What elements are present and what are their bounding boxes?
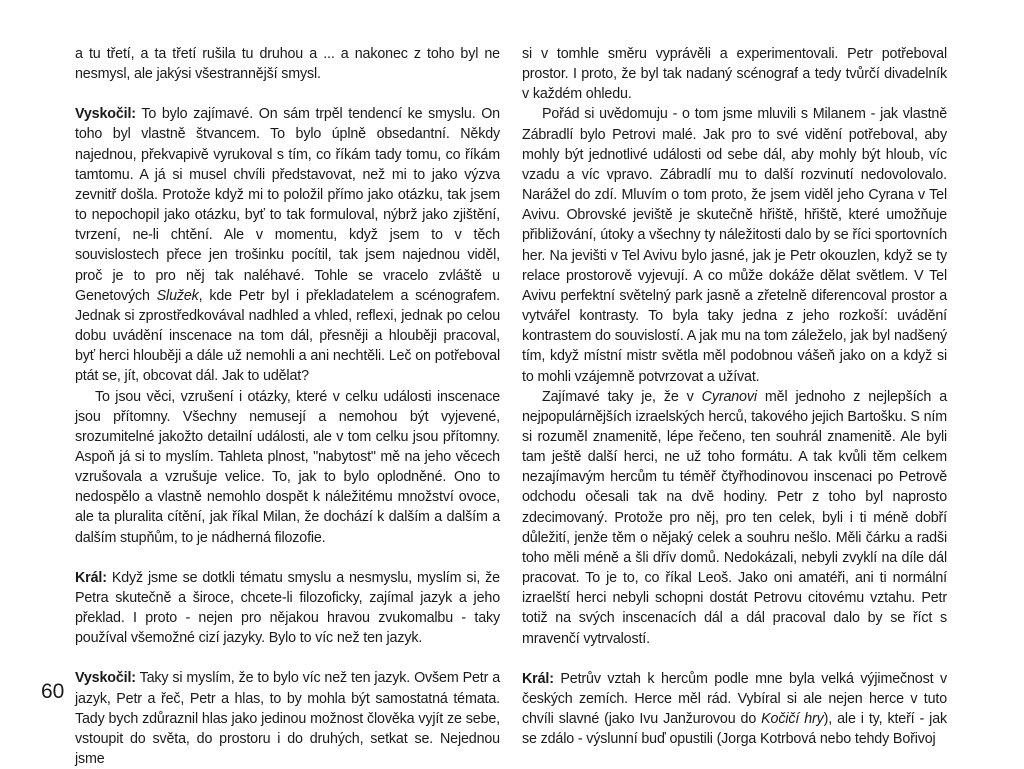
paragraph-text: Zajímavé taky je, že v xyxy=(542,388,702,405)
speaker-name: Král: xyxy=(522,670,554,687)
paragraph-text: Pořád si uvědomuju - o tom jsme mluvili s Milanem - jak vlastně Zábradlí bylo Petrovi malé. Jak pro to své vidění potřeboval, aby mohly být jednotlivé události od sebe dál, aby mohly být hloub, víc vzadu a víc vpravo. Zábradlí mu to další rozvinutí nedovolovalo. Narážel do zdí. Mluvím o tom proto, že jsem viděl jeho Cyrana v Tel Avivu. Obrovské jeviště je skutečně hřiště, hřiště, které umožňuje přibližování, útoky a všechny ty náležitosti dalo by se říci sportovních her. Na jevišti v Tel Avivu bylo jasné, jak je Petr okouzlen, když se ty relace prostorově vyjevují. A co může dokáže dělat světlem. V Tel Avivu perfektní světelný park jasně a zřetelně diferencoval prostor a vytvářel kontrasty. To byla taky jedna z jeho rozkoší: uvádění kontrastem do souvislostí. A jak mu na tom záleželo, jak byl nadšený tím, když místní mistr světla měl podobnou vášeň jako on a když si to mohli vzájemně potvrzovat a užívat. xyxy=(522,106,947,385)
paragraph xyxy=(522,669,947,750)
paragraph-text: měl jednoho z nejlepších a nejpopulárnějších izraelských herců, takového jejich Bartošku. S ním si rozuměl znamenitě, lépe řečeno, ten souhrál znamenitě. Ale byli tam ještě další herci, ne už toho formátu. A tak kvůli těm celkem nezajímavým hercům tu téměř čtyřhodinovou inscenaci po Petrově odchodu očesali tak na dvě hodiny. Petr z toho byl naprosto zdecimovaný. Protože pro něj, pro ten celek, byli i ti méně dobří důležití, jenže těm o nějaký celek a souhru nešlo. Měli čárku a radši toho měli méně a šli dřív domů. Nedokázali, nebyli zvyklí na díle dál pracovat. To je to, co říkal Leoš. Jako oni amatéři, ani ti normální izraelští herci nebyli schopni dostát Petrovu citovému vztahu. Petr totiž na svých inscenacích dál a dál pracoval dalo by se říct s mravenčí vytrvalostí. xyxy=(522,388,947,647)
paragraph xyxy=(75,387,500,548)
left-column xyxy=(75,44,500,769)
italic-title: Cyranovi xyxy=(701,388,757,405)
page-number: 60 xyxy=(41,680,65,703)
right-column xyxy=(522,44,947,749)
paragraph-text: ), ale i ty, kteří - jak se zdálo - výslunní buď opustili (Jorga Kotrbová nebo tehdy Bořivoj xyxy=(522,711,947,748)
paragraph-text: , kde Petr byl i překladatelem a scénografem. Jednak si zprostředkovával nadhled a vhled, reflexi, jednak po celou dobu uvádění inscenace na tom dál, přesněji a hlouběji pracoval, byť herci hlouběji a dále už nemohli a ani nechtěli. Leč on potřeboval ptát se, jít, obcovat dál. Jak to udělat? xyxy=(75,287,501,385)
paragraph-text: Když jsme se dotkli tématu smyslu a nesmyslu, myslím si, že Petra skutečně a široce, chcete-li filozoficky, zajímal jazyk a jeho překlad. I proto - nejen pro nějakou hravou zvukomalbu - taky používal všemožné cizí jazyky. Bylo to víc než ten jazyk. xyxy=(75,569,500,647)
paragraph xyxy=(75,104,500,386)
paragraph xyxy=(522,104,947,386)
paragraph-text: Petrův vztah k hercům podle mne byla velká výjimečnost v českých zemích. Herce měl rád. Vybíral si ale nejen herce v tuto chvíli slavné (jako Ivu Janžurovou do xyxy=(522,670,947,727)
speaker-name: Král: xyxy=(75,569,107,586)
paragraph xyxy=(75,668,500,769)
paragraph xyxy=(522,44,947,104)
paragraph-text: To jsou věci, vzrušení i otázky, které v celku události inscenace jsou přítomny. Všechny nemusejí a nemohou být vyjevené, srozumitelné jakožto detailní události, ale v tom celku jsou přítomny. Aspoň já si to myslím. Tahleta plnost, "nabytost" mě na jeho věcech vzrušovala a vzrušuje velice. To, jak to bylo oplodněné. Ono to nedospělo a vlastně nemohlo dospět k náležitému množství ovoce, ale ta pluralita cítění, jak říkal Milan, že dochází k dalším a dalším a dalším stupňům, to je nádherná filozofie. xyxy=(75,388,500,546)
paragraph-text: Taky si myslím, že to bylo víc než ten jazyk. Ovšem Petr a jazyk, Petr a řeč, Petr a hlas, to by mohla být samostatná témata. Tady bych zdůraznil hlas jako jedinou možnost člověka vyjít ze sebe, vstoupit do světa, do prostoru i do druhých, setkat se. Nejednou jsme xyxy=(75,670,500,767)
paragraph xyxy=(75,44,500,84)
paragraph-text: a tu třetí, a ta třetí rušila tu druhou a ... a nakonec z toho byl ne nesmysl, ale jakýsi všestrannější smysl. xyxy=(75,46,500,83)
paragraph xyxy=(75,568,500,649)
paragraph xyxy=(522,387,947,649)
italic-title: Kočičí hry xyxy=(761,711,824,727)
paragraph-text: To bylo zajímavé. On sám trpěl tendencí ke smyslu. On toho byl vlastně štvancem. To bylo úplně obsedantní. Někdy najednou, překvapivě vyrukoval s tím, co říkám tady tomu, co říkám tamtomu. A já si musel chvíli představovat, než mi to jako výzva zevnitř došla. Protože když mi to položil přímo jako otázku, tak jsem to nepochopil jako otázku, byť to tak formuloval, nýbrž jako zjištění, tvrzení, ne-li chtění. Ale v momentu, když jsem to v těch souvislostech přece jen trošinku pocítil, tak jsem najednou viděl, proč je to pro něj tak naléhavé. Tohle se vracelo zvláště u Genetových xyxy=(75,106,500,304)
speaker-name: Vyskočil: xyxy=(75,106,136,123)
speaker-name: Vyskočil: xyxy=(75,670,136,687)
italic-title: Služek xyxy=(156,287,199,304)
paragraph-text: si v tomhle směru vyprávěli a experimentovali. Petr potřeboval prostor. I proto, že byl tak nadaný scénograf a tedy tvůrčí divadelník v každém ohledu. xyxy=(522,46,947,103)
